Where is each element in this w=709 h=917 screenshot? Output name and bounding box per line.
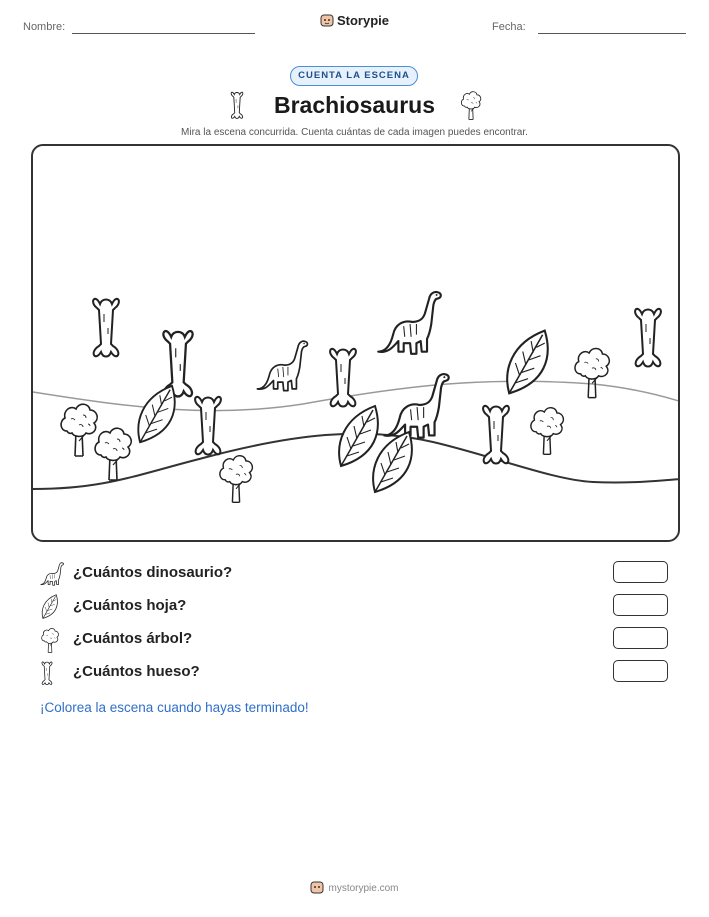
tree-icon — [40, 627, 60, 658]
answer-box-dinosaur[interactable] — [613, 561, 668, 583]
tree-icon — [460, 90, 482, 125]
question-text: ¿Cuántos hoja? — [73, 597, 187, 614]
storypie-logo-icon — [310, 880, 324, 897]
question-text: ¿Cuántos hueso? — [73, 663, 200, 680]
site-footer — [0, 880, 709, 897]
activity-badge: CUENTA LA ESCENA — [290, 66, 418, 86]
answer-box-leaf[interactable] — [613, 594, 668, 616]
storypie-logo-icon — [320, 13, 334, 30]
site-url[interactable]: mystorypie.com — [328, 883, 399, 895]
leaf-icon — [40, 594, 60, 625]
coloring-instruction: ¡Colorea la escena cuando hayas terminado! — [40, 700, 309, 715]
question-row-bone — [40, 660, 680, 686]
question-row-tree — [40, 627, 680, 653]
date-field-line[interactable] — [538, 33, 686, 34]
scene-illustration — [33, 146, 680, 542]
question-row-dinosaur — [40, 561, 680, 587]
question-row-leaf — [40, 594, 680, 620]
instructions: Mira la escena concurrida. Cuenta cuántas de cada imagen puedes encontrar. — [181, 127, 528, 138]
brand-name: Storypie — [336, 13, 389, 28]
question-text: ¿Cuántos árbol? — [73, 630, 193, 647]
answer-box-bone[interactable] — [613, 660, 668, 682]
dinosaur-icon — [40, 561, 64, 592]
bone-icon — [40, 660, 54, 691]
name-label: Nombre: — [23, 21, 66, 33]
name-field-line[interactable] — [72, 33, 255, 34]
answer-box-tree[interactable] — [613, 627, 668, 649]
brand — [0, 13, 709, 30]
page-title: Brachiosaurus — [273, 92, 436, 118]
date-label: Fecha: — [492, 21, 526, 33]
question-text: ¿Cuántos dinosaurio? — [73, 564, 233, 581]
counting-scene — [31, 144, 680, 542]
